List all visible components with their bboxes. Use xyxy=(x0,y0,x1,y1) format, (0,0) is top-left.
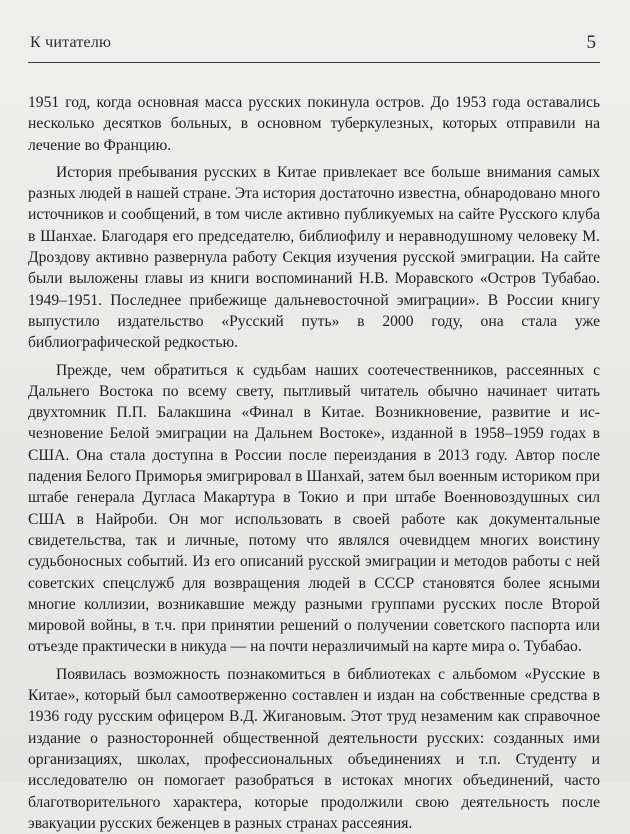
paragraph-continuation: 1951 год, когда основная масса русских покинула остров. До 1953 года оставались несколько десятков больных, в основном туберкулезных, которых отправили на лечение во Францию. xyxy=(28,94,600,154)
chapter-title: К читателю xyxy=(30,34,112,51)
paragraph: Появилась возможность познакомиться в библиотеках с альбомом «Русские в Китае», который был самоотверженно составлен и издан на собственные средства в 1936 году русским офицером В.Д. Жигановым. Этот труд незаменим как справочное издание о разносторонней общественной деятельности русских: созданных ими организациях, школах, профессиональных объединениях и т.п. Студенту и исследователю он помогает разобраться в истоках многих объединений, часто благотворительного характера, которые продолжили свою деятельность после эвакуации русских беженцев в разных странах рассеяния. xyxy=(28,665,600,832)
page-number: 5 xyxy=(586,32,596,53)
paragraph: История пребывания русских в Китае привлекает все больше внимания самых разных людей в нашей стране. Эта история достаточно известна, обнародовано много источников и сообщений, в том числе активно публикуемых на сайте Русского клуба в Шанхае. Благодаря его председателю, библиофилу и неравнодушному человеку М. Дроздову активно развернула работу Секция изучения русской эмиграции. На сайте были выложены главы из книги воспоминаний Н.В. Моравского «Остров Тубабао. 1949–1951. Последнее прибежище дальневосточной эмиграции». В России книгу выпустило издательство «Русский путь» в 2000 году, она стала уже библиографической редкостью. xyxy=(28,163,600,352)
running-header xyxy=(30,32,598,62)
paragraph: Прежде, чем обратиться к судьбам наших соотечественников, рассеянных с Дальнего Востока по всему свету, пытливый читатель обычно начинает читать двухтомник П.П. Балакшина «Финал в Китае. Возникновение, развитие и исчезновение Белой эмиграции на Дальнем Востоке», изданной в 1958–1959 годах в США. Она стала доступна в России после переиздания в 2013 году. Автор после падения Белого Приморья эмигрировал в Шанхай, затем был военным историком при штабе генерала Дугласа Макартура в Токио и при штабе Военновоздушных сил США в Найроби. Он мог использовать в своей работе как документальные свидетельства, так и личные, потому что являлся очевидцем многих воистину судьбоносных событий. Из его описаний русской эмиграции и методов работы с ней советских спецслужб для возвращения людей в СССР становятся более ясными многие коллизии, возникавшие между разными группами русских после Второй мировой войны, в т.ч. при принятии решений о получении советского паспорта или отъезде практически в никуда — на почти неразличимый на карте мира о. Тубабао. xyxy=(28,361,600,656)
body-text xyxy=(28,92,600,832)
header-rule xyxy=(28,62,600,63)
